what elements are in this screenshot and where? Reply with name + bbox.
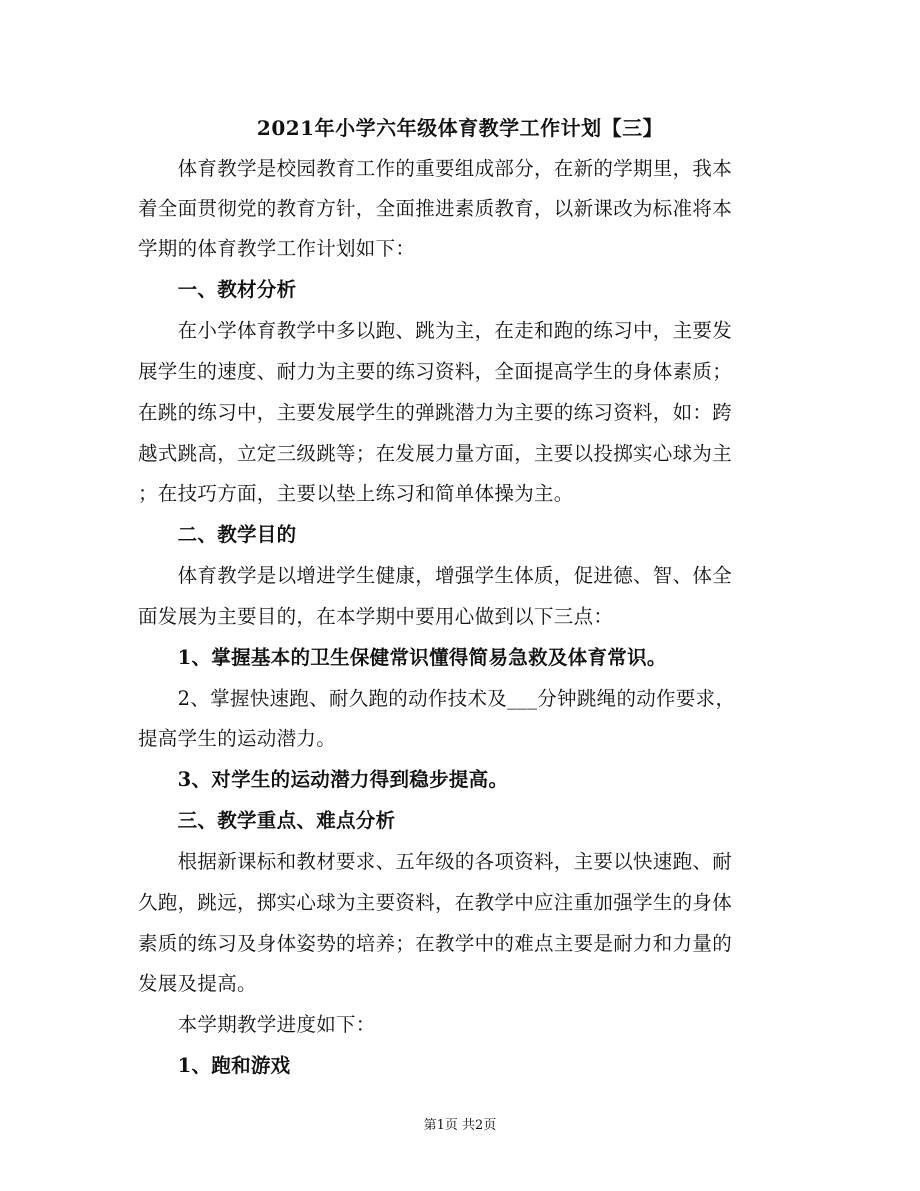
paragraph-line: 发展及提高。	[138, 972, 257, 995]
schedule-item-1: 1、跑和游戏	[138, 1054, 291, 1077]
page-footer: 第1页 共2页	[423, 1118, 497, 1133]
paragraph-line: ；在技巧方面，主要以垫上练习和简单体操为主。	[138, 482, 574, 505]
paragraph-line: 在跳的练习中，主要发展学生的弹跳潜力为主要的练习资料，如：跨	[138, 401, 733, 424]
paragraph-line: 着全面贯彻党的教育方针，全面推进素质教育，以新课改为标准将本	[138, 197, 733, 220]
paragraph-line: 久跑，跳远，掷实心球为主要资料，在教学中应注重加强学生的身体	[138, 891, 733, 914]
paragraph-line: 本学期教学进度如下：	[138, 1013, 376, 1036]
section-heading-3: 三、教学重点、难点分析	[138, 809, 396, 832]
paragraph-line: 提高学生的运动潜力。	[138, 727, 337, 750]
paragraph-line: 体育教学是以增进学生健康，增强学生体质，促进德、智、体全	[138, 564, 733, 587]
goal-item-3: 3、对学生的运动潜力得到稳步提高。	[138, 768, 509, 791]
paragraph-line: 学期的体育教学工作计划如下：	[138, 237, 416, 260]
paragraph-line: 素质的练习及身体姿势的培养；在教学中的难点主要是耐力和力量的	[138, 932, 733, 955]
paragraph-line: 根据新课标和教材要求、五年级的各项资料，主要以快速跑、耐	[138, 850, 733, 873]
paragraph-line: 展学生的速度、耐力为主要的练习资料，全面提高学生的身体素质；	[138, 360, 733, 383]
paragraph-line: 在小学体育教学中多以跑、跳为主，在走和跑的练习中，主要发	[138, 319, 733, 342]
section-heading-1: 一、教材分析	[138, 278, 297, 301]
document-title: 2021年小学六年级体育教学工作计划【三】	[256, 116, 664, 140]
goal-item-2: 2、掌握快速跑、耐久跑的动作技术及___分钟跳绳的动作要求，	[138, 687, 736, 710]
paragraph-line: 面发展为主要目的，在本学期中要用心做到以下三点：	[138, 605, 614, 628]
section-heading-2: 二、教学目的	[138, 523, 297, 546]
goal-item-1: 1、掌握基本的卫生保健常识懂得简易急救及体育常识。	[138, 646, 667, 669]
paragraph-line: 越式跳高，立定三级跳等；在发展力量方面，主要以投掷实心球为主	[138, 442, 733, 465]
paragraph-line: 体育教学是校园教育工作的重要组成部分，在新的学期里，我本	[138, 157, 733, 180]
